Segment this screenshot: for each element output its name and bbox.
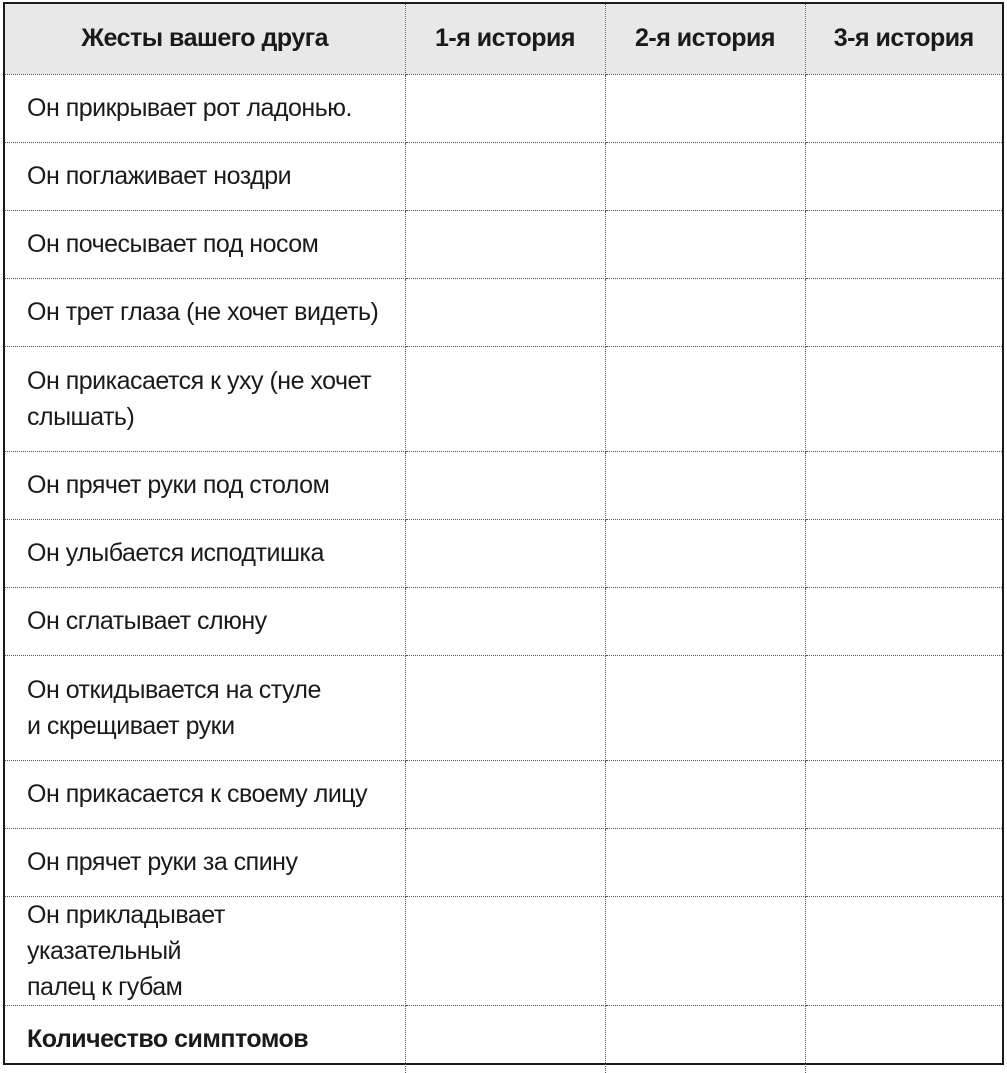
table-row — [5, 142, 1002, 210]
header-gestures: Жесты вашего друга — [5, 4, 405, 74]
table-row — [5, 74, 1002, 142]
row-label: Он прикасается к своему лицу — [5, 760, 405, 828]
cell-story-3[interactable] — [805, 210, 1002, 278]
header-row — [5, 4, 1002, 74]
cell-story-1[interactable] — [405, 896, 605, 1005]
table-row — [5, 278, 1002, 346]
cell-story-3[interactable] — [805, 451, 1002, 519]
cell-story-3[interactable] — [805, 278, 1002, 346]
header-story-2: 2-я история — [605, 4, 805, 74]
total-story-3[interactable] — [805, 1005, 1002, 1073]
row-label: Он трет глаза (не хочет видеть) — [5, 278, 405, 346]
total-row — [5, 1005, 1002, 1073]
cell-story-1[interactable] — [405, 587, 605, 655]
cell-story-2[interactable] — [605, 828, 805, 896]
cell-story-1[interactable] — [405, 760, 605, 828]
cell-story-2[interactable] — [605, 587, 805, 655]
row-label: Он сглатывает слюну — [5, 587, 405, 655]
cell-story-1[interactable] — [405, 519, 605, 587]
cell-story-2[interactable] — [605, 896, 805, 1005]
cell-story-2[interactable] — [605, 655, 805, 760]
cell-story-1[interactable] — [405, 655, 605, 760]
header-story-3: 3-я история — [805, 4, 1002, 74]
row-label: Он прикладывает указательный палец к губам — [5, 896, 405, 1005]
cell-story-3[interactable] — [805, 142, 1002, 210]
table-row — [5, 655, 1002, 760]
gesture-checklist-table — [5, 4, 1002, 1073]
table-row — [5, 760, 1002, 828]
cell-story-3[interactable] — [805, 519, 1002, 587]
cell-story-2[interactable] — [605, 210, 805, 278]
table-row — [5, 587, 1002, 655]
row-label: Он улыбается исподтишка — [5, 519, 405, 587]
cell-story-3[interactable] — [805, 74, 1002, 142]
cell-story-3[interactable] — [805, 655, 1002, 760]
row-label: Он прячет руки за спину — [5, 828, 405, 896]
cell-story-2[interactable] — [605, 346, 805, 451]
row-label: Он прикрывает рот ладонью. — [5, 74, 405, 142]
row-label: Он прячет руки под столом — [5, 451, 405, 519]
cell-story-1[interactable] — [405, 828, 605, 896]
cell-story-2[interactable] — [605, 278, 805, 346]
table-row — [5, 451, 1002, 519]
cell-story-2[interactable] — [605, 760, 805, 828]
table-row — [5, 896, 1002, 1005]
total-story-1[interactable] — [405, 1005, 605, 1073]
cell-story-1[interactable] — [405, 210, 605, 278]
cell-story-1[interactable] — [405, 142, 605, 210]
row-label: Он прикасается к уху (не хочет слышать) — [5, 346, 405, 451]
row-label: Он почесывает под носом — [5, 210, 405, 278]
cell-story-1[interactable] — [405, 74, 605, 142]
header-story-1: 1-я история — [405, 4, 605, 74]
cell-story-3[interactable] — [805, 346, 1002, 451]
table-row — [5, 519, 1002, 587]
cell-story-1[interactable] — [405, 451, 605, 519]
cell-story-3[interactable] — [805, 760, 1002, 828]
cell-story-3[interactable] — [805, 828, 1002, 896]
cell-story-1[interactable] — [405, 346, 605, 451]
cell-story-2[interactable] — [605, 142, 805, 210]
cell-story-2[interactable] — [605, 519, 805, 587]
row-label: Он поглаживает ноздри — [5, 142, 405, 210]
cell-story-3[interactable] — [805, 896, 1002, 1005]
cell-story-3[interactable] — [805, 587, 1002, 655]
table-row — [5, 210, 1002, 278]
table-row — [5, 828, 1002, 896]
row-label: Он откидывается на стуле и скрещивает руки — [5, 655, 405, 760]
table-row — [5, 346, 1002, 451]
total-story-2[interactable] — [605, 1005, 805, 1073]
cell-story-2[interactable] — [605, 451, 805, 519]
cell-story-1[interactable] — [405, 278, 605, 346]
total-label: Количество симптомов — [5, 1005, 405, 1073]
cell-story-2[interactable] — [605, 74, 805, 142]
gesture-checklist-sheet — [3, 2, 1004, 1065]
